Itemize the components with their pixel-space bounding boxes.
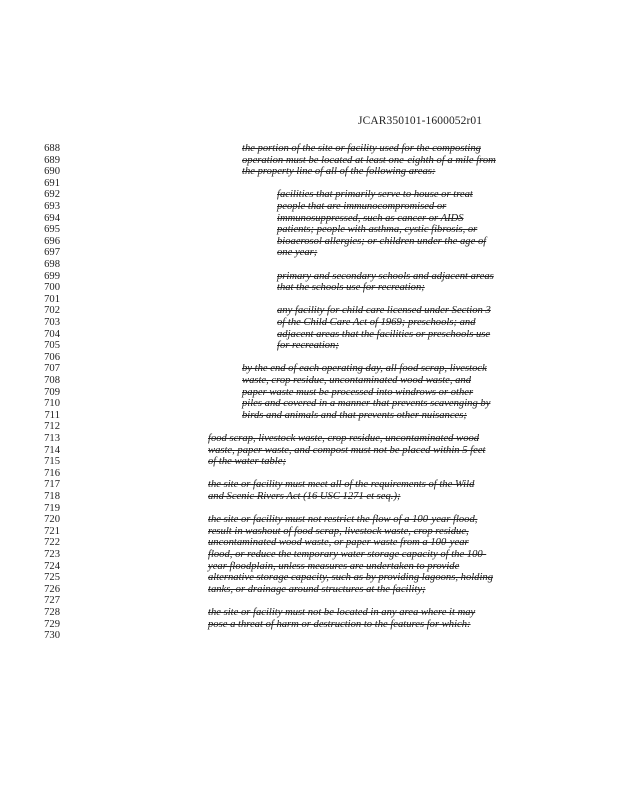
struck-text: waste, crop residue, uncontaminated wood waste, and bbox=[242, 375, 472, 386]
struck-text: the site or facility must not restrict the flow of a 100-year flood, bbox=[208, 514, 478, 526]
struck-text: paper waste must be processed into windrows or other bbox=[242, 386, 474, 398]
struck-text: people that are immunocompromised or bbox=[277, 201, 447, 212]
struck-text: patients; people with asthma, cystic fibrosis, or bbox=[277, 224, 478, 236]
struck-text: for recreation; bbox=[277, 340, 339, 352]
line-number: 728 bbox=[44, 607, 60, 618]
struck-text: any facility for child care licensed under Section 3 bbox=[277, 305, 491, 317]
line-number: 725 bbox=[44, 572, 60, 584]
line-number: 696 bbox=[44, 235, 60, 247]
line-number: 714 bbox=[44, 444, 60, 456]
struck-text: the site or facility must meet all of the requirements of the Wild bbox=[208, 479, 475, 491]
line-number: 730 bbox=[44, 630, 60, 642]
struck-text: that the schools use for recreation; bbox=[277, 282, 425, 294]
struck-text: operation must be located at least one-eighth of a mile from bbox=[242, 154, 496, 166]
line-number: 699 bbox=[44, 270, 60, 282]
struck-text: facilities that primarily serve to house or treat bbox=[277, 189, 473, 201]
struck-text: alternative storage capacity, such as by providing lagoons, holding bbox=[208, 572, 494, 584]
line-number: 691 bbox=[44, 177, 60, 189]
line-number: 698 bbox=[44, 259, 60, 270]
struck-text: pose a threat of harm or destruction to the features for which: bbox=[208, 618, 471, 630]
struck-text: by the end of each operating day, all food scrap, livestock bbox=[242, 363, 487, 375]
document-line bbox=[0, 629, 644, 643]
line-number: 697 bbox=[44, 247, 60, 259]
line-number: 694 bbox=[44, 212, 60, 224]
struck-text: and Scenic Rivers Act (16 USC 1271 et seq.); bbox=[208, 491, 401, 502]
line-number: 705 bbox=[44, 340, 60, 352]
line-number: 729 bbox=[44, 618, 60, 630]
struck-text: immunosuppressed, such as cancer or AIDS bbox=[277, 212, 464, 224]
line-number: 700 bbox=[44, 282, 60, 294]
line-number: 711 bbox=[44, 409, 60, 421]
struck-text: the portion of the site or facility used for the composting bbox=[242, 143, 481, 154]
line-number: 713 bbox=[44, 433, 60, 444]
line-number: 712 bbox=[44, 421, 60, 433]
line-number: 706 bbox=[44, 351, 60, 363]
struck-text: bioaerosol allergies; or children under the age of bbox=[277, 235, 487, 247]
line-number: 701 bbox=[44, 293, 60, 305]
line-number: 726 bbox=[44, 583, 60, 595]
line-number: 692 bbox=[44, 189, 60, 201]
line-number: 707 bbox=[44, 363, 60, 375]
struck-text: result in washout of food scrap, livestock waste, crop residue, bbox=[208, 525, 469, 537]
struck-text: of the water table; bbox=[208, 456, 286, 468]
struck-text: primary and secondary schools and adjacent areas bbox=[277, 270, 494, 282]
line-number: 708 bbox=[44, 375, 60, 386]
struck-text: tanks, or drainage around structures at the facility; bbox=[208, 583, 426, 595]
line-number: 693 bbox=[44, 201, 60, 212]
struck-text: food scrap, livestock waste, crop residue, uncontaminated wood bbox=[208, 433, 480, 444]
line-number: 719 bbox=[44, 502, 60, 514]
line-number: 709 bbox=[44, 386, 60, 398]
struck-text: uncontaminated wood waste, or paper waste from a 100-year bbox=[208, 537, 469, 549]
line-number: 704 bbox=[44, 328, 60, 340]
line-number: 695 bbox=[44, 224, 60, 236]
line-number: 720 bbox=[44, 514, 60, 526]
line-number: 689 bbox=[44, 154, 60, 166]
struck-text: birds and animals and that prevents other nuisances; bbox=[242, 409, 467, 421]
struck-text: of the Child Care Act of 1969; preschools; and bbox=[277, 317, 476, 328]
struck-text: adjacent areas that the facilities or preschools use bbox=[277, 328, 491, 340]
line-number: 722 bbox=[44, 537, 60, 549]
line-number: 718 bbox=[44, 491, 60, 502]
line-number: 727 bbox=[44, 595, 60, 607]
line-number: 690 bbox=[44, 166, 60, 178]
line-number: 688 bbox=[44, 143, 60, 154]
struck-text: waste, paper waste, and compost must not be placed within 5 feet bbox=[208, 444, 486, 456]
line-number: 702 bbox=[44, 305, 60, 317]
line-number: 715 bbox=[44, 456, 60, 468]
struck-text: piles and covered in a manner that prevents scavenging by bbox=[242, 398, 491, 410]
line-number: 717 bbox=[44, 479, 60, 491]
line-number: 723 bbox=[44, 549, 60, 560]
struck-text: year floodplain, unless measures are undertaken to provide bbox=[208, 560, 460, 572]
document-header-id: JCAR350101-1600052r01 bbox=[358, 115, 483, 127]
line-number: 716 bbox=[44, 467, 60, 479]
struck-text: the property line of all of the following areas: bbox=[242, 166, 436, 178]
struck-text: the site or facility must not be located in any area where it may bbox=[208, 607, 476, 618]
line-number: 703 bbox=[44, 317, 60, 328]
struck-text: one year; bbox=[277, 247, 318, 259]
line-number: 710 bbox=[44, 398, 60, 410]
line-number: 724 bbox=[44, 560, 60, 572]
struck-text: flood, or reduce the temporary water storage capacity of the 100- bbox=[208, 549, 487, 560]
line-number: 721 bbox=[44, 525, 60, 537]
